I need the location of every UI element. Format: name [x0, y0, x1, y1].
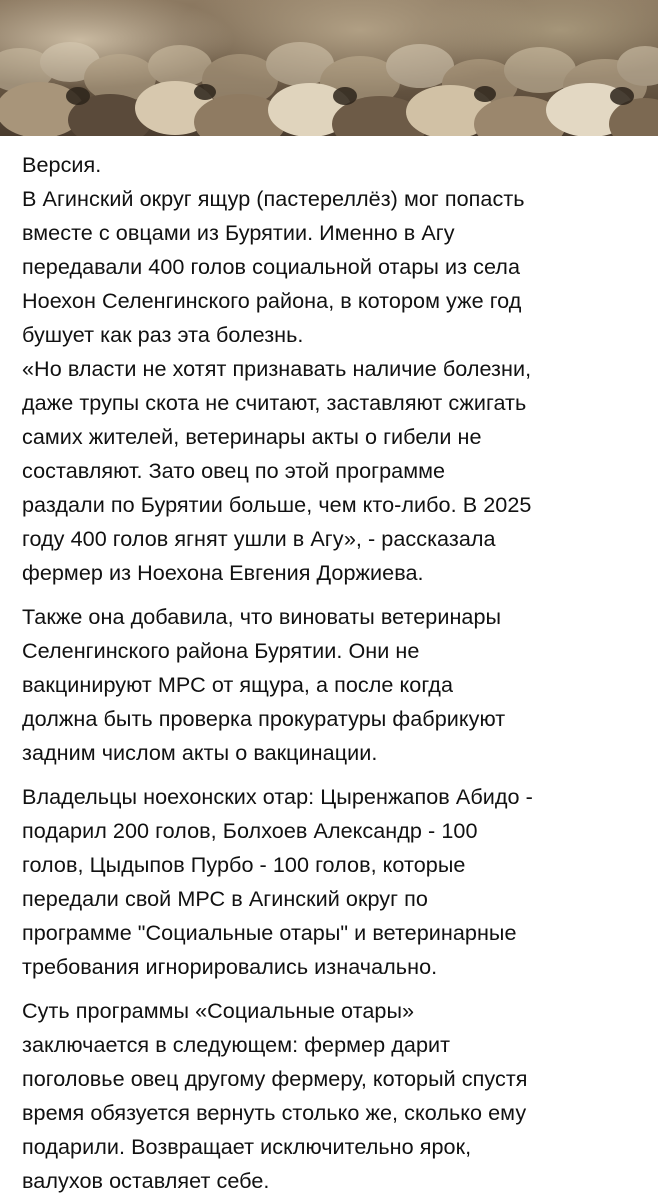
sheep-flock-photo — [0, 0, 658, 136]
paragraph-version: Версия. В Агинский округ ящур (пастереллёз) мог попасть вместе с овцами из Бурятии. Именно в Агу передавали 400 голов социальной отары из села Ноехон Селенгинского района, в котором уже год бушует как раз эта болезнь. «Но власти не хотят признавать наличие болезни, даже трупы скота не считают, заставляют сжигать самих жителей, ветеринары акты о гибели не составляют. Зато овец по этой программе раздали по Бурятии больше, чем кто-либо. В 2025 году 400 голов ягнят ушли в Агу», - рассказала фермер из Ноехона Евгения Доржиева. — [22, 152, 532, 585]
paragraph-program: Суть программы «Социальные отары» заключается в следующем: фермер дарит поголовье овец другому фермеру, который спустя время обязуется вернуть столько же, сколько ему подарили. Возвращает исключительно ярок, валухов оставляет себе. — [22, 998, 528, 1193]
sheep-flock-illustration — [0, 0, 658, 136]
article-text — [22, 148, 648, 1198]
paragraph-veterinarians: Также она добавила, что виноваты ветеринары Селенгинского района Бурятии. Они не вакцинируют МРС от ящура, а после когда должна быть проверка прокуратуры фабрикуют задним числом акты о вакцинации. — [22, 604, 506, 765]
paragraph-owners: Владельцы ноехонских отар: Цыренжапов Абидо - подарил 200 голов, Болхоев Александр - 100 голов, Цыдыпов Пурбо - 100 голов, которые передали свой МРС в Агинский округ по программе "Социальные отары" и ветеринарные требования игнорировались изначально. — [22, 784, 533, 979]
